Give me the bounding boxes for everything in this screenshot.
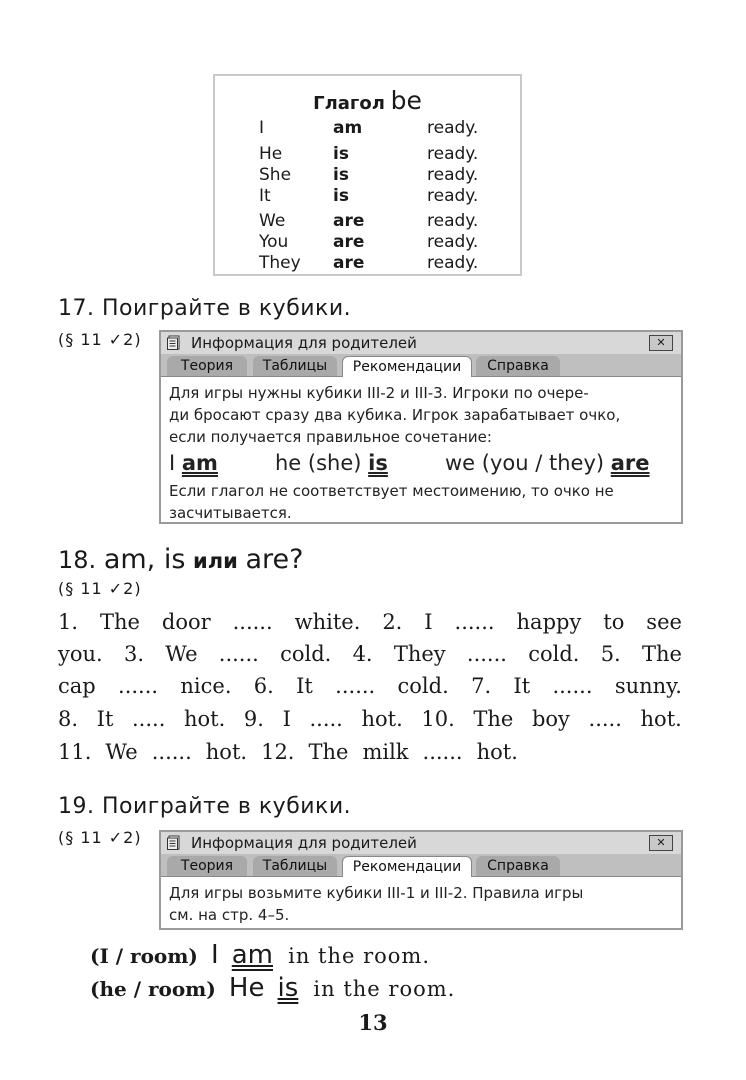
document-icon bbox=[167, 835, 181, 850]
exercise-18-word: hot. bbox=[205, 740, 248, 764]
combo-verb: are bbox=[610, 451, 650, 475]
tab-bar bbox=[161, 854, 681, 877]
exercise-18-word: 3. bbox=[123, 642, 144, 666]
exercise-18-word: hot. bbox=[361, 707, 403, 731]
tab-tables[interactable]: Таблицы bbox=[253, 356, 337, 376]
exercise-18-word: I bbox=[424, 610, 433, 634]
exercise-18-word: ..... bbox=[309, 707, 343, 731]
window-title: Информация для родителей bbox=[191, 834, 417, 852]
window-text-line: ди бросают сразу два кубика. Игрок зарабатывает очко, bbox=[169, 406, 621, 424]
exercise-18-word: ...... bbox=[422, 740, 463, 764]
exercise-18-word: 8. bbox=[58, 707, 79, 731]
window-text-line: Для игры нужны кубики III-2 и III-3. Игроки по очере- bbox=[169, 384, 589, 402]
exercise-17-heading: 17. Поиграйте в кубики. bbox=[58, 296, 352, 321]
exercise-18-word: It bbox=[96, 707, 114, 731]
example-line bbox=[90, 973, 650, 1003]
exercise-18-word: white. bbox=[294, 610, 361, 634]
exercise-18-word: We bbox=[105, 740, 138, 764]
exercise-18-word: cap bbox=[58, 674, 96, 698]
exercise-18-word: cold. bbox=[280, 642, 332, 666]
exercise-18-word: hot. bbox=[476, 740, 518, 764]
predicate: ready. bbox=[427, 253, 479, 273]
exercise-18-word: ...... bbox=[454, 610, 495, 634]
pronoun: I bbox=[259, 118, 265, 138]
exercise-18-line bbox=[58, 610, 682, 634]
verb: is bbox=[333, 144, 349, 164]
grammar-row bbox=[259, 232, 499, 254]
combo-row bbox=[169, 450, 673, 480]
exercise-18-word: cold. bbox=[397, 674, 449, 698]
exercise-18-word: to bbox=[603, 610, 625, 634]
exercise-18-word: hot. bbox=[184, 707, 226, 731]
exercise-19-ref: (§ 11 ✓2) bbox=[58, 828, 142, 847]
exercise-18-word: you. bbox=[58, 642, 103, 666]
exercise-18-word: boy bbox=[531, 707, 570, 731]
combo-3 bbox=[445, 452, 650, 474]
window-text-line: Для игры возьмите кубики III-1 и III-2. Правила игры bbox=[169, 884, 584, 902]
exercise-18-word: The bbox=[99, 610, 140, 634]
exercise-18-word: 1. bbox=[58, 610, 79, 634]
tab-bar bbox=[161, 354, 681, 377]
example-subject: I bbox=[210, 940, 219, 970]
exercise-18-word: ..... bbox=[132, 707, 166, 731]
exercise-18-word: 10. bbox=[421, 707, 455, 731]
exercise-18-line bbox=[58, 740, 518, 764]
tab-tables[interactable]: Таблицы bbox=[253, 856, 337, 876]
pronoun: We bbox=[259, 211, 286, 231]
exercise-18-word: cold. bbox=[528, 642, 580, 666]
grammar-row bbox=[259, 144, 499, 166]
exercise-18-word: 7. bbox=[471, 674, 492, 698]
exercise-18-word: nice. bbox=[180, 674, 232, 698]
grammar-row bbox=[259, 165, 499, 187]
grammar-row bbox=[259, 186, 499, 208]
window-text-line: см. на стр. 4–5. bbox=[169, 906, 290, 924]
grammar-row bbox=[259, 253, 499, 275]
grammar-title-ru: Глагол bbox=[313, 93, 385, 114]
heading-end: are? bbox=[245, 544, 304, 575]
exercise-18-line bbox=[58, 674, 682, 698]
exercise-18-word: 2. bbox=[382, 610, 403, 634]
exercise-18-word: 11. bbox=[58, 740, 92, 764]
exercise-17-ref: (§ 11 ✓2) bbox=[58, 330, 142, 349]
exercise-18-word: They bbox=[393, 642, 446, 666]
tab-recommendations[interactable]: Рекомендации bbox=[342, 856, 472, 877]
exercise-18-line bbox=[58, 642, 682, 666]
pronoun: They bbox=[259, 253, 301, 273]
exercise-18-word: sunny. bbox=[614, 674, 682, 698]
exercise-18-word: milk bbox=[362, 740, 409, 764]
exercise-18-word: 6. bbox=[253, 674, 274, 698]
combo-pronoun: we (you / they) bbox=[445, 451, 605, 475]
document-icon bbox=[167, 335, 181, 350]
exercise-18-word: The bbox=[641, 642, 682, 666]
predicate: ready. bbox=[427, 211, 479, 231]
grammar-title-en: be bbox=[390, 86, 422, 115]
verb: are bbox=[333, 232, 365, 252]
window-text-line: если получается правильное сочетание: bbox=[169, 428, 492, 446]
predicate: ready. bbox=[427, 144, 479, 164]
exercise-18-word: The bbox=[308, 740, 349, 764]
exercise-18-word: ...... bbox=[151, 740, 192, 764]
pronoun: You bbox=[259, 232, 289, 252]
exercise-18-word: 12. bbox=[261, 740, 295, 764]
heading-or: или bbox=[193, 549, 238, 573]
window-body bbox=[169, 382, 673, 524]
pronoun: It bbox=[259, 186, 271, 206]
exercise-18-word: see bbox=[646, 610, 682, 634]
exercise-18-word: ...... bbox=[466, 642, 507, 666]
parent-info-window bbox=[159, 330, 683, 524]
combo-verb: am bbox=[181, 451, 218, 475]
combo-pronoun: he (she) bbox=[275, 451, 362, 475]
verb: is bbox=[333, 165, 349, 185]
tab-help[interactable]: Справка bbox=[476, 856, 560, 876]
tab-recommendations[interactable]: Рекомендации bbox=[342, 356, 472, 377]
pronoun: He bbox=[259, 144, 283, 164]
verb: are bbox=[333, 253, 365, 273]
exercise-18-word: ...... bbox=[232, 610, 273, 634]
exercise-18-word: door bbox=[161, 610, 211, 634]
window-titlebar bbox=[161, 832, 681, 854]
pronoun: She bbox=[259, 165, 292, 185]
exercise-18-word: ...... bbox=[218, 642, 259, 666]
window-titlebar bbox=[161, 332, 681, 354]
grammar-row bbox=[259, 118, 499, 140]
exercise-18-word: The bbox=[473, 707, 514, 731]
example-verb: is bbox=[277, 973, 299, 1003]
combo-verb: is bbox=[368, 451, 388, 475]
example-rest: in the room. bbox=[313, 977, 456, 1001]
exercise-18-word: I bbox=[282, 707, 291, 731]
page-number: 13 bbox=[358, 1010, 388, 1035]
combo-1 bbox=[169, 452, 218, 474]
example-rest: in the room. bbox=[288, 944, 431, 968]
example-cue: (I / room) bbox=[90, 944, 198, 968]
exercise-18-word: hot. bbox=[640, 707, 682, 731]
exercise-18-line bbox=[58, 707, 682, 731]
verb: is bbox=[333, 186, 349, 206]
predicate: ready. bbox=[427, 165, 479, 185]
exercise-18-word: 5. bbox=[600, 642, 621, 666]
exercise-18-word: ...... bbox=[552, 674, 593, 698]
example-line bbox=[90, 940, 650, 970]
exercise-18-heading bbox=[58, 544, 304, 575]
exercise-19-heading: 19. Поиграйте в кубики. bbox=[58, 794, 352, 819]
verb: am bbox=[333, 118, 363, 138]
example-verb: am bbox=[231, 940, 274, 970]
exercise-18-word: ...... bbox=[118, 674, 159, 698]
predicate: ready. bbox=[427, 118, 479, 138]
combo-2 bbox=[275, 452, 388, 474]
tab-theory[interactable]: Теория bbox=[167, 356, 247, 376]
parent-info-window bbox=[159, 830, 683, 930]
window-text-line: Если глагол не соответствует местоимению, то очко не bbox=[169, 482, 614, 500]
exercise-18-word: 9. bbox=[243, 707, 264, 731]
exercise-number: 18. bbox=[58, 546, 97, 574]
exercise-18-word: We bbox=[165, 642, 198, 666]
exercise-18-word: It bbox=[296, 674, 313, 698]
example-cue: (he / room) bbox=[90, 977, 216, 1001]
window-text-line: засчитывается. bbox=[169, 504, 292, 522]
grammar-table-box bbox=[213, 74, 522, 276]
exercise-18-word: ...... bbox=[335, 674, 376, 698]
exercise-18-word: It bbox=[513, 674, 531, 698]
example-subject: He bbox=[228, 973, 265, 1003]
heading-words: am, is bbox=[103, 544, 186, 575]
exercise-18-word: ..... bbox=[588, 707, 622, 731]
predicate: ready. bbox=[427, 186, 479, 206]
combo-pronoun: I bbox=[169, 451, 176, 475]
exercise-18-ref: (§ 11 ✓2) bbox=[58, 579, 142, 598]
window-body bbox=[169, 882, 673, 926]
predicate: ready. bbox=[427, 232, 479, 252]
exercise-18-word: happy bbox=[516, 610, 582, 634]
grammar-row bbox=[259, 211, 499, 233]
grammar-title bbox=[215, 86, 520, 115]
verb: are bbox=[333, 211, 365, 231]
tab-help[interactable]: Справка bbox=[476, 356, 560, 376]
close-button[interactable]: ✕ bbox=[649, 335, 673, 351]
tab-theory[interactable]: Теория bbox=[167, 856, 247, 876]
exercise-18-word: 4. bbox=[352, 642, 373, 666]
close-button[interactable]: ✕ bbox=[649, 835, 673, 851]
window-title: Информация для родителей bbox=[191, 334, 417, 352]
